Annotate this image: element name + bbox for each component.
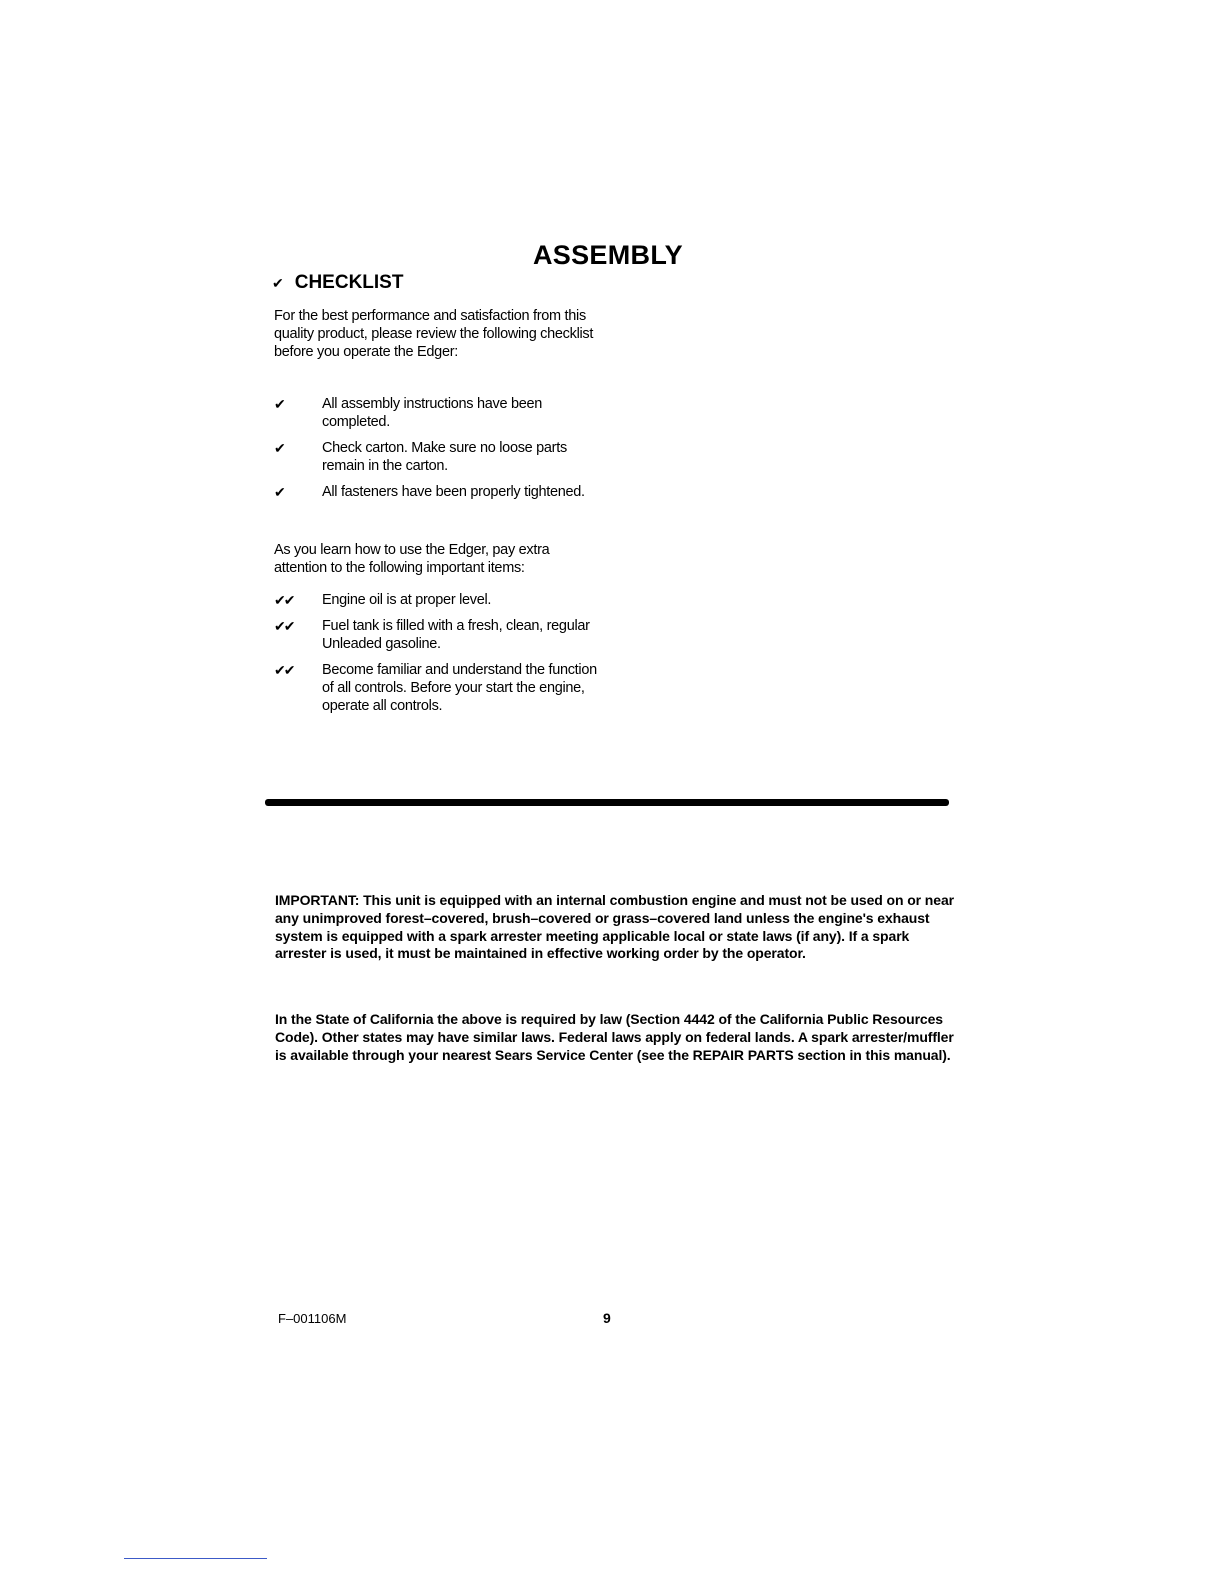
checklist-heading-label: CHECKLIST	[294, 272, 404, 293]
checkmark-icon: ✔	[274, 396, 284, 412]
checkmark-icon: ✔	[274, 440, 284, 456]
list-item	[274, 439, 597, 475]
list-item	[274, 617, 597, 653]
list-item	[274, 661, 597, 715]
document-code: F–001106M	[278, 1311, 347, 1326]
list-item-text: All fasteners have been properly tightened.	[322, 484, 585, 500]
list-item-text: Check carton. Make sure no loose parts remain in the carton.	[322, 440, 567, 474]
checkmark-icon: ✔	[272, 274, 284, 291]
footnote-separator	[124, 1558, 267, 1559]
list-item	[274, 395, 597, 431]
list-item-text: Fuel tank is filled with a fresh, clean, regular Unleaded gasoline.	[322, 618, 590, 652]
list-item	[274, 591, 597, 609]
page-title: ASSEMBLY	[533, 240, 683, 270]
double-checkmark-icon: ✔✔	[274, 618, 294, 634]
checkmark-icon: ✔	[274, 484, 284, 500]
important-items	[274, 591, 597, 723]
list-item-text: Engine oil is at proper level.	[322, 592, 492, 608]
checklist-heading	[272, 272, 403, 294]
section-divider	[265, 799, 949, 806]
important-items-intro: As you learn how to use the Edger, pay extra attention to the following important items:	[274, 542, 550, 576]
california-notice: In the State of California the above is required by law (Section 4442 of the California Public Resources Code). Other states may have similar laws. Federal laws apply on federal lands. A spark arrester/muffler is available through your nearest Sears Service Center (see the REPAIR PARTS section in this manual).	[275, 1011, 954, 1063]
checklist-intro: For the best performance and satisfaction from this quality product, please review the following checklist before you operate the Edger:	[274, 308, 594, 360]
double-checkmark-icon: ✔✔	[274, 662, 294, 678]
list-item-text: Become familiar and understand the function of all controls. Before your start the engine, operate all controls.	[322, 662, 597, 714]
double-checkmark-icon: ✔✔	[274, 592, 294, 608]
important-notice: IMPORTANT: This unit is equipped with an internal combustion engine and must not be used on or near any unimproved forest–covered, brush–covered or grass–covered land unless the engine's exhaust system is equipped with a spark arrester meeting applicable local or state laws (if any). If a spark arrester is used, it must be maintained in effective working order by the operator.	[275, 892, 954, 962]
page-number: 9	[603, 1310, 611, 1326]
list-item	[274, 483, 597, 501]
list-item-text: All assembly instructions have been completed.	[322, 396, 543, 430]
checklist-items	[274, 395, 597, 509]
